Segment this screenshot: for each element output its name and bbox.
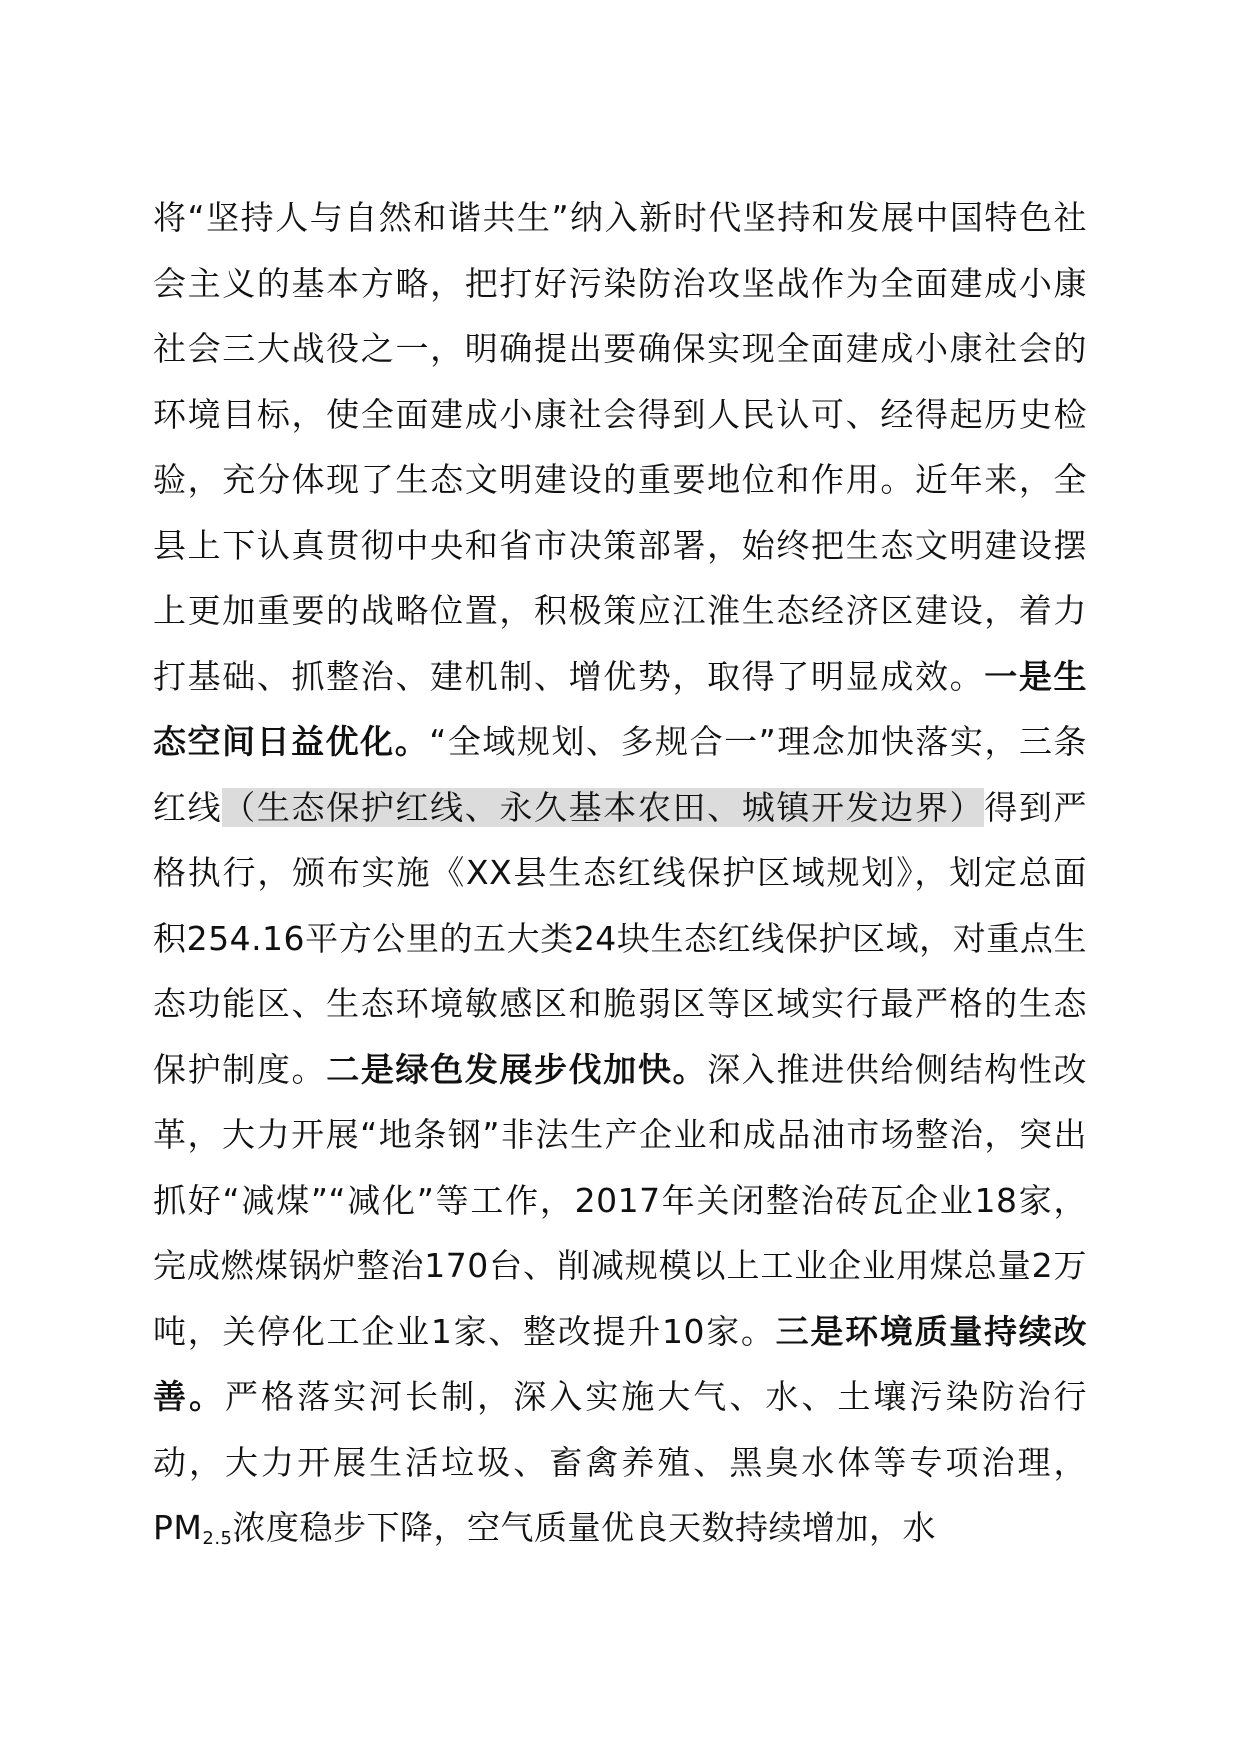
section-heading-2: 二是绿色发展步伐加快。 <box>326 1049 708 1089</box>
section-heading-3: 三是环境质量持续改善。 <box>153 1311 1087 1416</box>
section-heading-1: 一是生态空间日益优化。 <box>153 656 1088 761</box>
text-run: “全域规划、多规合一”理念加快落实，三条红线 <box>153 722 1088 827</box>
text-run: 得到严格执行，颁布实施《XX县生态红线保护区域规划》，划定总面积254.16平方公里的五大类24块生态红线保护区域，对重点生态功能区、生态环境敏感区和脆弱区等区域实行最严格的生态保护制度。 <box>153 787 1088 1089</box>
text-run: 严格落实河长制，深入实施大气、水、土壤污染防治行动，大力开展生活垃圾、畜禽养殖、黑臭水体等专项治理，PM <box>153 1377 1088 1547</box>
text-run: 深入推进供给侧结构性改革，大力开展“地条钢”非法生产企业和成品油市场整治，突出抓好“减煤”“减化”等工作，2017年关闭整治砖瓦企业18家，完成燃煤锅炉整治170台、削减规模以上工业企业用煤总量2万吨，关停化工企业1家、整改提升10家。 <box>153 1049 1088 1351</box>
text-run: 浓度稳步下降，空气质量优良天数持续增加，水 <box>232 1508 937 1547</box>
text-run: 将“坚持人与自然和谐共生”纳入新时代坚持和发展中国特色社会主义的基本方略，把打好污染防治攻坚战作为全面建成小康社会三大战役之一，明确提出要确保实现全面建成小康社会的环境目标，使全面建成小康社会得到人民认可、经得起历史检验，充分体现了生态文明建设的重要地位和作用。近年来，全县上下认真贯彻中央和省市决策部署，始终把生态文明建设摆上更加重要的战略位置，积极策应江淮生态经济区建设，着力打基础、抓整治、建机制、增优势，取得了明显成效。 <box>153 198 1087 696</box>
subscript-text: 2.5 <box>202 1528 233 1549</box>
highlighted-text: （生态保护红线、永久基本农田、城镇开发边界） <box>222 787 985 827</box>
body-paragraph <box>153 185 1087 1561</box>
